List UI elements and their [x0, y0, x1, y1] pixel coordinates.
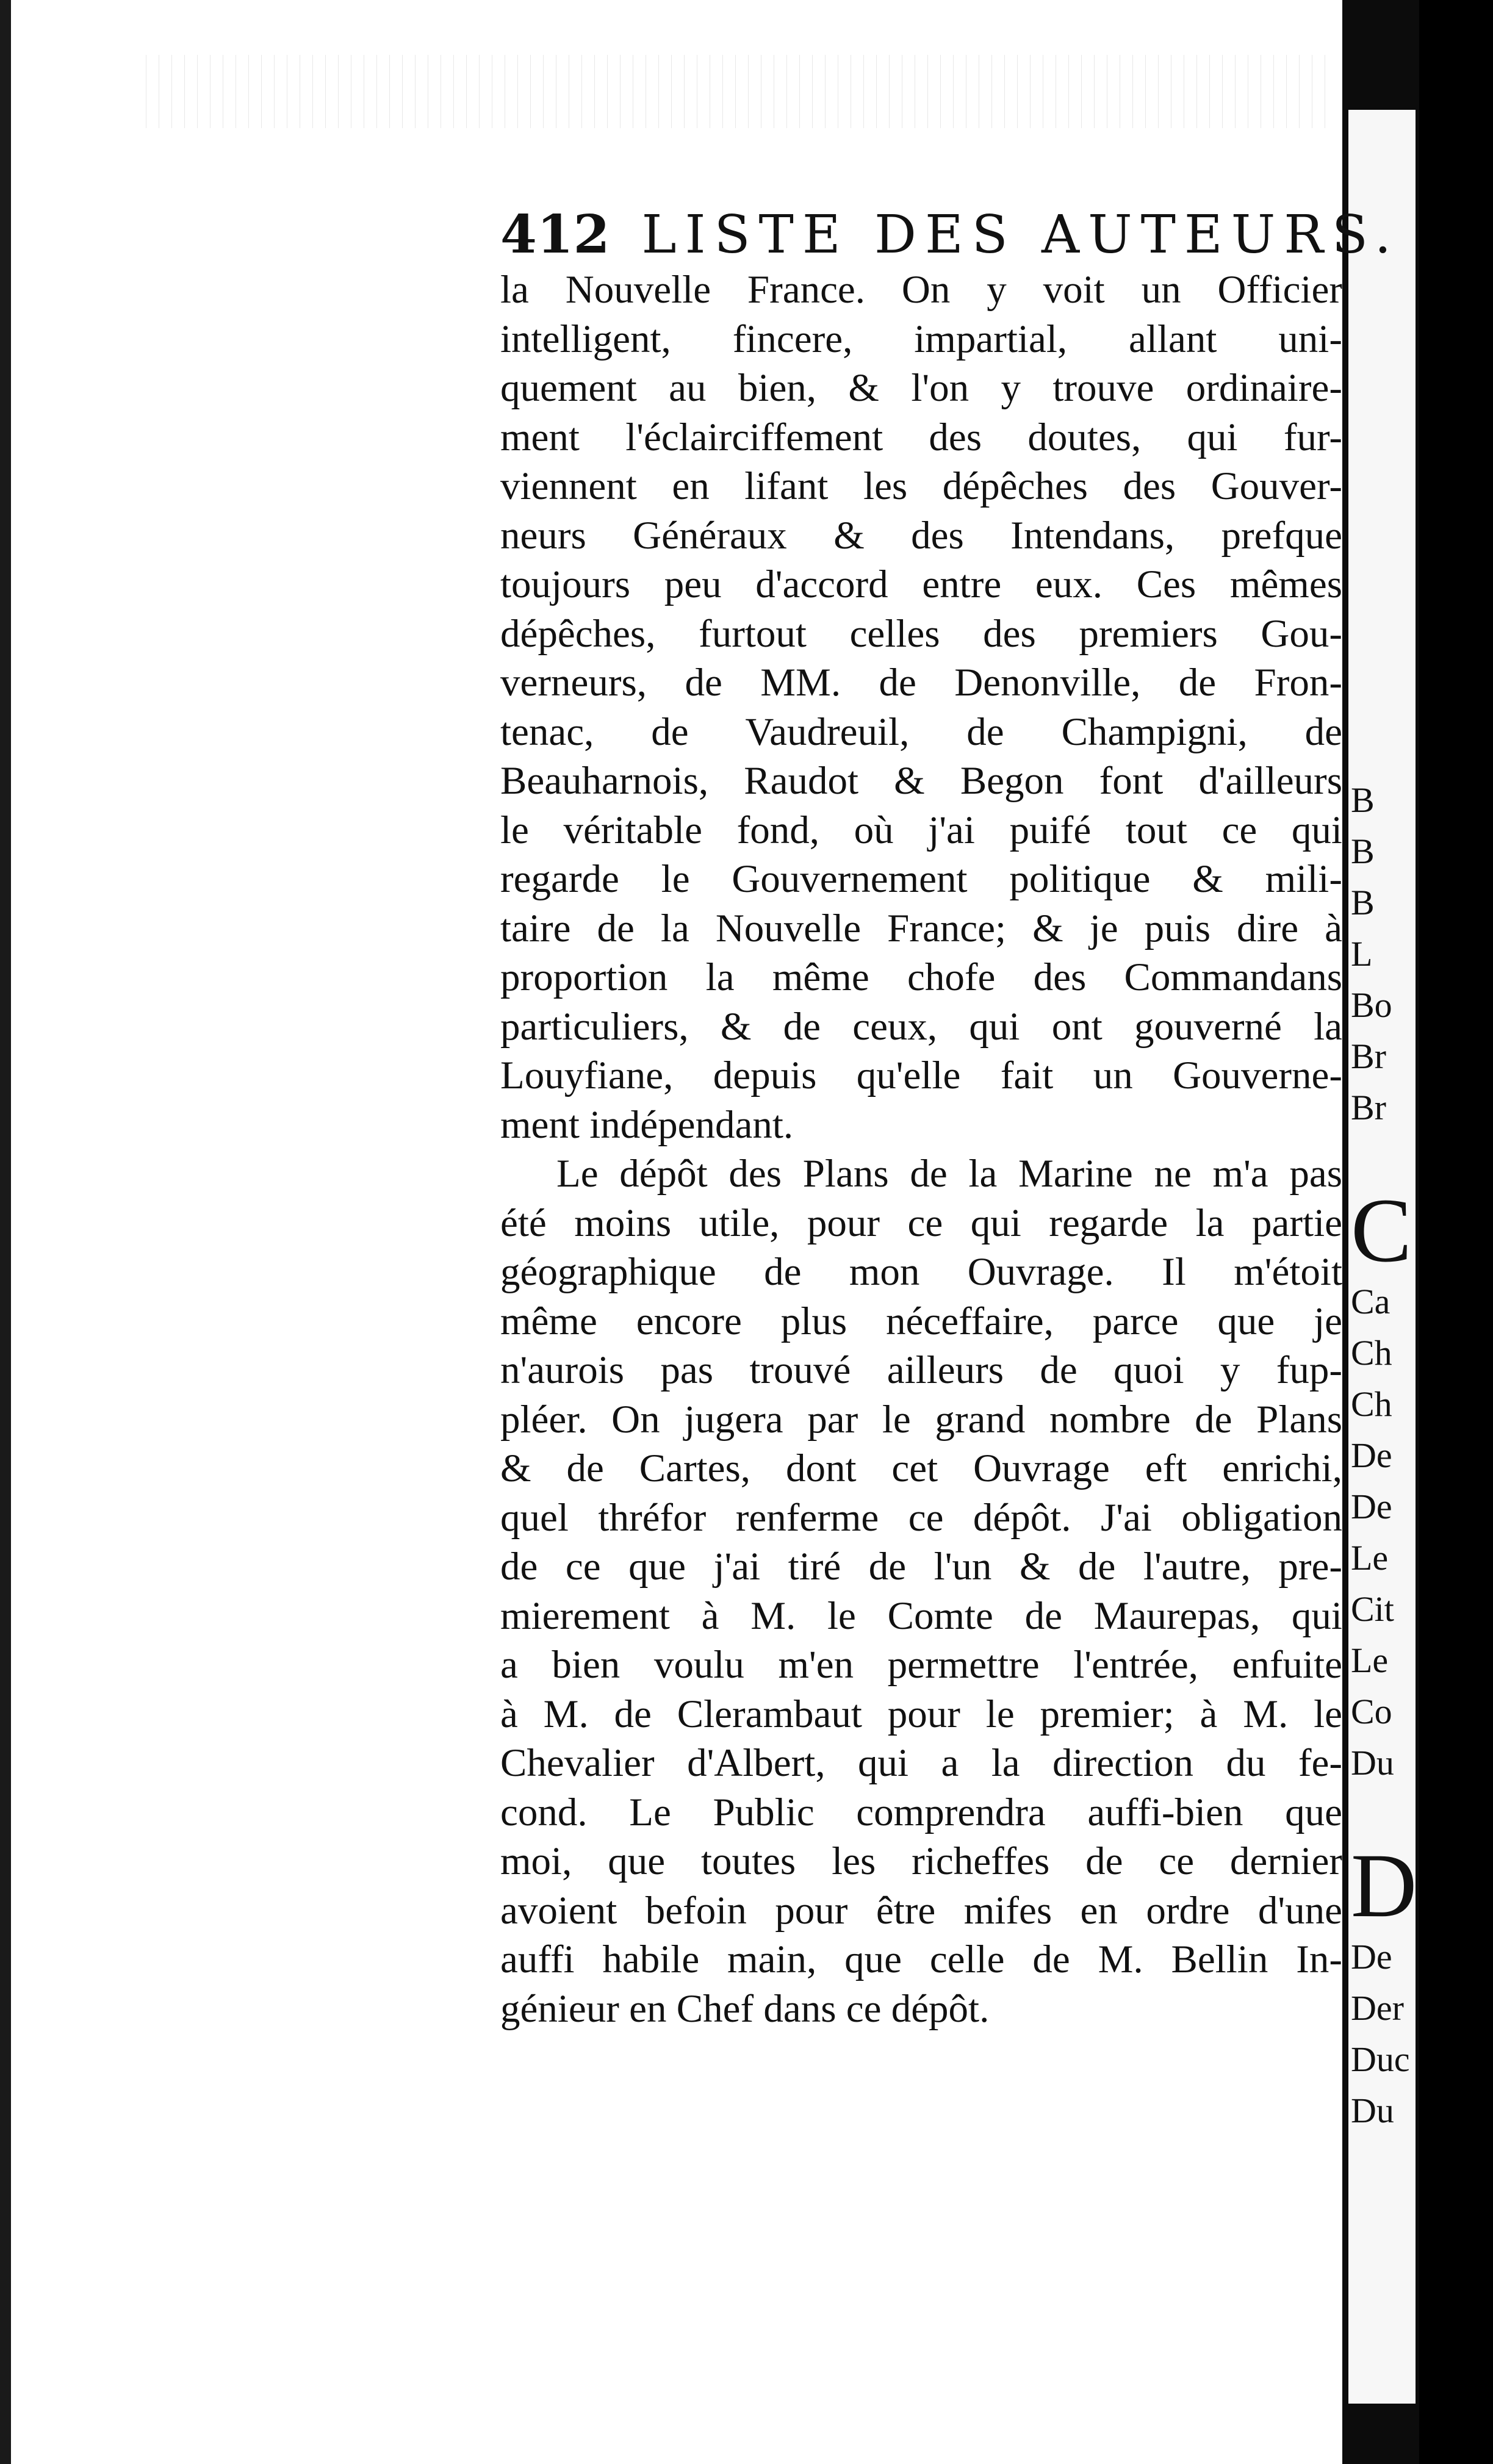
text-line: quel thréfor renferme ce dépôt. J'ai obligation: [500, 1495, 1342, 1540]
text-line: auffi habile main, que celle de M. Bellin In-: [500, 1938, 1342, 1981]
facing-page-fragment: Bo: [1351, 985, 1392, 1025]
text-line: intelligent, fincere, impartial, allant uni-: [500, 317, 1342, 361]
facing-page-fragment: Ca: [1351, 1282, 1390, 1321]
text-line: ment l'éclairciffement des doutes, qui fur-: [500, 415, 1342, 459]
text-line: neurs Généraux & des Intendans, prefque: [500, 513, 1342, 558]
facing-page-text-fragments: [1351, 775, 1418, 2136]
facing-page-fragment: Cit: [1351, 1589, 1394, 1629]
text-line: n'aurois pas trouvé ailleurs de quoi y fup-: [500, 1348, 1342, 1392]
facing-page-fragment: B: [1351, 780, 1375, 820]
text-line: mierement à M. le Comte de Maurepas, qui: [500, 1593, 1342, 1638]
text-line: avoient befoin pour être mifes en ordre d'une: [500, 1888, 1342, 1933]
text-line: cond. Le Public comprendra auffi-bien que: [500, 1790, 1342, 1834]
text-line: particuliers, & de ceux, qui ont gouverné la: [500, 1004, 1342, 1049]
text-line: viennent en lifant les dépêches des Gouver-: [500, 464, 1342, 508]
text-line: taire de la Nouvelle France; & je puis dire à: [500, 906, 1342, 950]
text-line: Le dépôt des Plans de la Marine ne m'a pas: [556, 1152, 1342, 1196]
text-line: même encore plus néceffaire, parce que je: [500, 1299, 1342, 1343]
facing-page-fragment: L: [1351, 934, 1373, 974]
facing-page-fragment: Br: [1351, 1036, 1386, 1076]
text-line: verneurs, de MM. de Denonville, de Fron-: [500, 661, 1342, 705]
facing-page-fragment: [1351, 1789, 1418, 1840]
text-line: génieur en Chef dans ce dépôt.: [500, 1986, 990, 2031]
facing-page-fragment: Le: [1351, 1640, 1389, 1680]
paragraph: [500, 265, 1342, 1149]
text-line: Louyfiane, depuis qu'elle fait un Gouverne-: [500, 1054, 1342, 1097]
running-title: LISTE DES AUTEURS.: [641, 204, 1400, 265]
facing-page-fragment: D: [1351, 1840, 1417, 1931]
facing-page-fragment: Co: [1351, 1692, 1392, 1731]
text-line: & de Cartes, dont cet Ouvrage eft enrichi,: [500, 1446, 1342, 1490]
text-line: pléer. On jugera par le grand nombre de Plans: [500, 1397, 1342, 1442]
page-body: [500, 265, 1342, 2033]
text-line: tenac, de Vaudreuil, de Champigni, de: [500, 709, 1342, 754]
text-line: toujours peu d'accord entre eux. Ces mêmes: [500, 562, 1342, 606]
paragraph: [500, 1149, 1342, 2033]
text-line: quement au bien, & l'on y trouve ordinaire-: [500, 366, 1342, 410]
facing-page-fragment: Du: [1351, 1743, 1394, 1783]
facing-page-fragment: Br: [1351, 1088, 1386, 1127]
facing-page-fragment: Der: [1351, 1988, 1404, 2028]
facing-page-fragment: Du: [1351, 2091, 1394, 2130]
facing-page-fragment: De: [1351, 1937, 1392, 1977]
facing-page-fragment: De: [1351, 1487, 1392, 1526]
facing-page-fragment: C: [1351, 1185, 1412, 1276]
facing-page-fragment: Duc: [1351, 2039, 1410, 2079]
page-number: 412: [500, 204, 610, 265]
facing-page-fragment: De: [1351, 1435, 1392, 1475]
text-line: géographique de mon Ouvrage. Il m'étoit: [500, 1250, 1342, 1294]
text-line: a bien voulu m'en permettre l'entrée, enfuite: [500, 1643, 1342, 1687]
facing-page-fragment: [1351, 1133, 1418, 1185]
scan-left-border: [0, 0, 11, 2464]
text-line: Chevalier d'Albert, qui a la direction du fe-: [500, 1741, 1342, 1785]
text-line: le véritable fond, où j'ai puifé tout ce qui: [500, 808, 1342, 852]
facing-page-fragment: Le: [1351, 1538, 1389, 1578]
text-line: dépêches, furtout celles des premiers Gou-: [500, 611, 1342, 656]
scan-top-noise: [140, 55, 1336, 128]
text-line: de ce que j'ai tiré de l'un & de l'autre, pre-: [500, 1545, 1342, 1589]
text-line: proportion la même chofe des Commandans: [500, 955, 1342, 999]
scan-right-border: [1419, 0, 1493, 2464]
facing-page-fragment: B: [1351, 883, 1375, 922]
text-line: à M. de Clerambaut pour le premier; à M. le: [500, 1692, 1342, 1736]
text-line: la Nouvelle France. On y voit un Officier: [500, 268, 1342, 312]
text-line: regarde le Gouvernement politique & mili-: [500, 857, 1342, 901]
running-header: [500, 204, 1400, 265]
text-line: moi, que toutes les richeffes de ce dernier: [500, 1839, 1342, 1883]
facing-page-fragment: Ch: [1351, 1333, 1392, 1373]
text-line: Beauharnois, Raudot & Begon font d'ailleurs: [500, 759, 1342, 803]
text-line: été moins utile, pour ce qui regarde la partie: [500, 1201, 1342, 1245]
text-line: ment indépendant.: [500, 1102, 794, 1147]
facing-page-fragment: Ch: [1351, 1384, 1392, 1424]
facing-page-fragment: B: [1351, 832, 1375, 871]
